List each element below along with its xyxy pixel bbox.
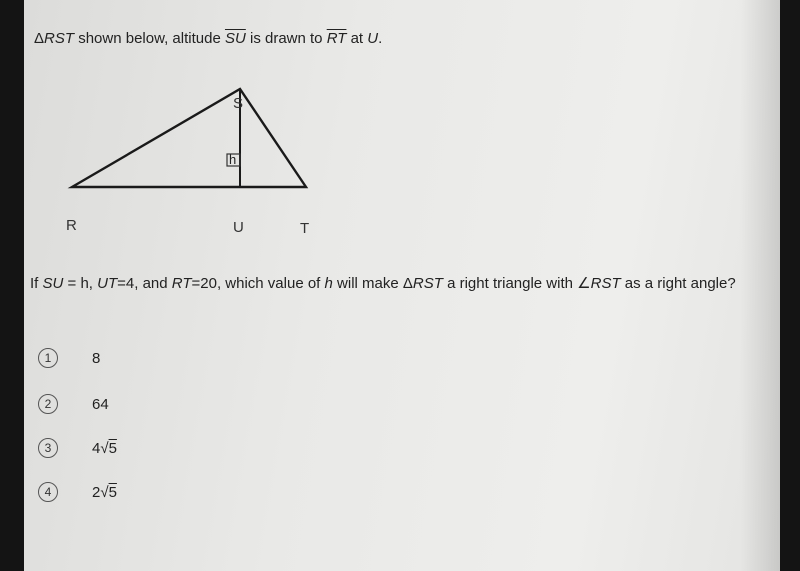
question-ut: UT [97, 275, 118, 292]
foot-point: U [367, 30, 379, 47]
option-value [92, 440, 117, 457]
answer-option-3[interactable] [38, 437, 117, 459]
question-su: SU [42, 275, 64, 292]
question-part: = h, [63, 275, 98, 292]
question-h: h [324, 275, 333, 292]
answer-option-2[interactable] [38, 393, 109, 415]
question-part: If [30, 275, 43, 292]
question-part: as a right angle? [620, 275, 736, 292]
base-segment: $\overline{RT}$ [326, 30, 347, 47]
altitude-label: h [229, 152, 237, 167]
question-rt: RT [171, 275, 192, 292]
angle-symbol: ∠ [577, 275, 591, 292]
point-u-label: U [233, 219, 244, 236]
option-number-badge: 4 [38, 482, 58, 502]
triangle-name: RST [44, 30, 75, 47]
question-part: =20, which value of [191, 275, 325, 292]
option-radicand: 5 [108, 439, 117, 457]
problem-text-2: is drawn to [245, 30, 327, 47]
answer-option-4[interactable] [38, 481, 117, 503]
problem-text-4: . [378, 30, 383, 47]
vertex-r-label: R [66, 217, 77, 234]
option-value: 64 [92, 395, 109, 413]
option-radicand: 5 [108, 483, 117, 501]
problem-text-1: shown below, altitude [74, 30, 225, 47]
radical-sign: √ [100, 439, 109, 457]
option-coefficient: 2 [92, 483, 101, 501]
question-part: =4, and [117, 275, 172, 292]
altitude-segment: $\overline{SU}$ [224, 30, 246, 47]
option-coefficient: 4 [92, 439, 101, 457]
problem-text-3: at [346, 30, 368, 47]
worksheet-page [24, 0, 780, 571]
triangle-symbol: Δ [402, 275, 413, 292]
vertex-s-label: S [233, 95, 244, 112]
radical-sign: √ [100, 483, 109, 501]
question-part: will make [332, 275, 403, 292]
option-value [92, 484, 117, 501]
option-value: 8 [92, 349, 101, 367]
question-text [30, 273, 760, 294]
vertex-t-label: T [300, 220, 310, 237]
option-number-badge: 3 [38, 438, 58, 458]
triangle-rst [72, 89, 306, 187]
triangle-symbol: Δ [34, 30, 45, 47]
option-number-badge: 1 [38, 348, 58, 368]
question-part: a right triangle with [442, 275, 578, 292]
triangle-diagram [24, 0, 780, 260]
answer-option-1[interactable] [38, 347, 101, 369]
question-angle-name: RST [590, 275, 621, 292]
question-triangle-name: RST [412, 275, 443, 292]
option-number-badge: 2 [38, 394, 58, 414]
